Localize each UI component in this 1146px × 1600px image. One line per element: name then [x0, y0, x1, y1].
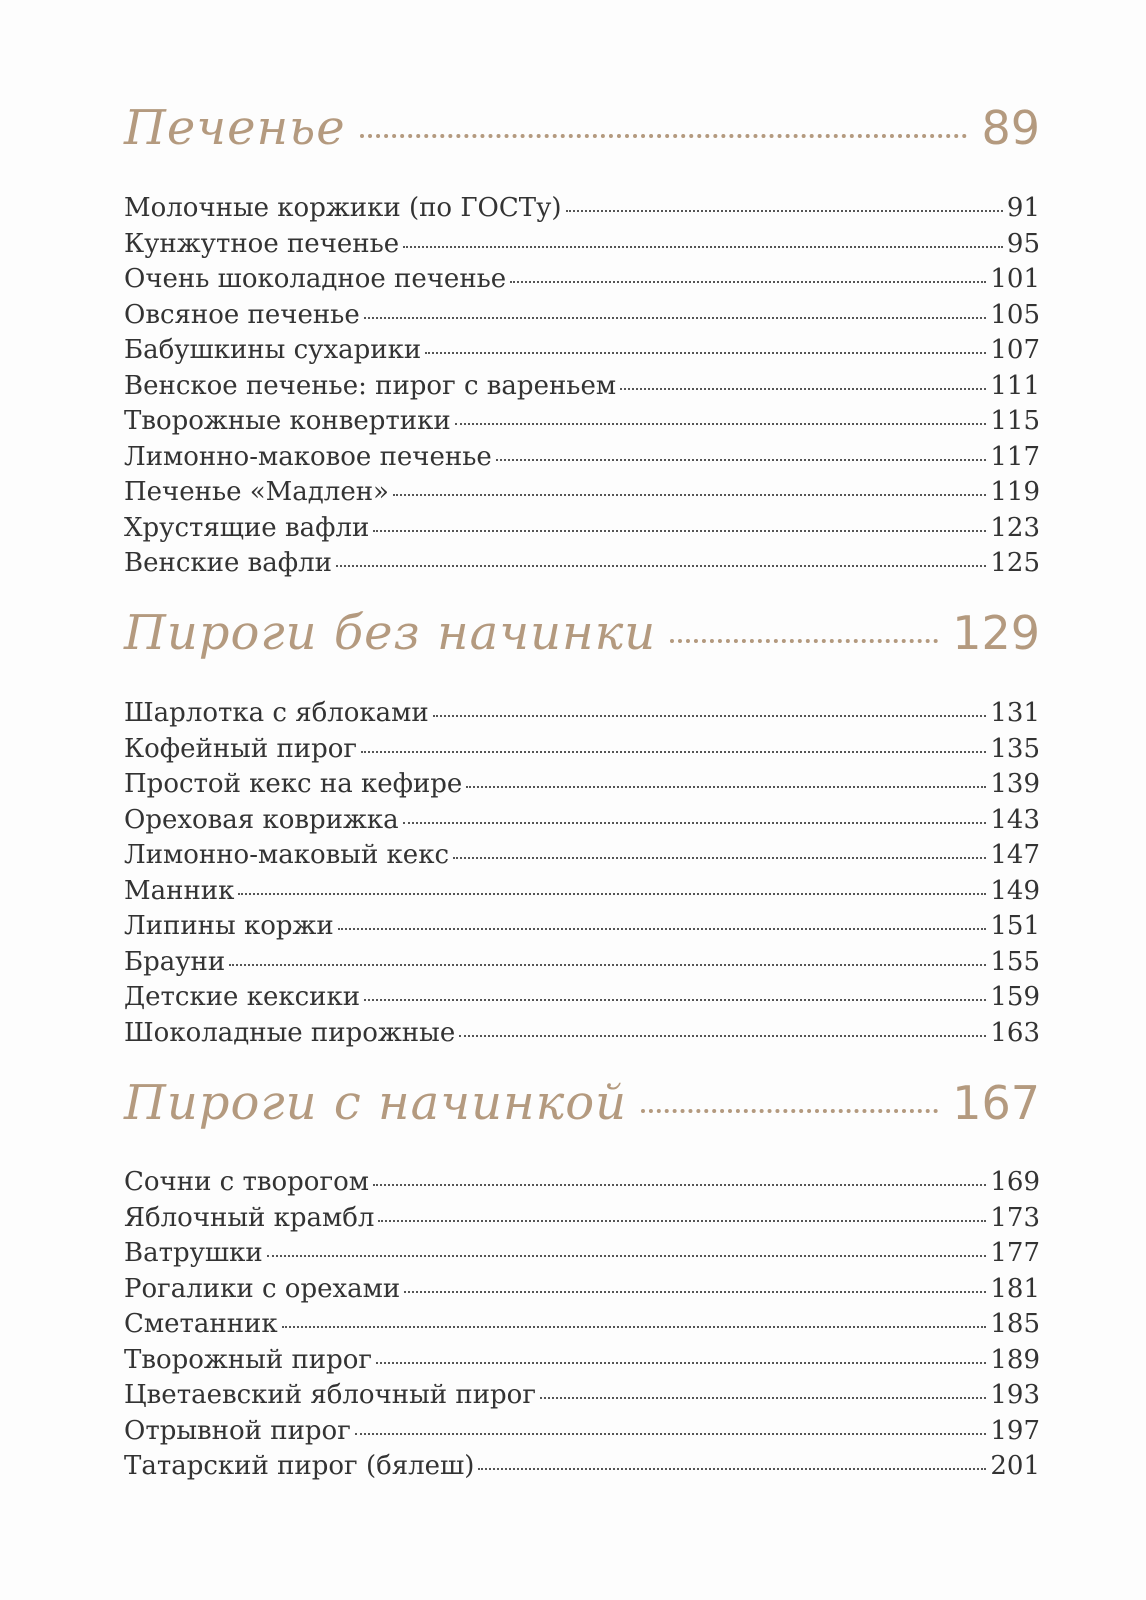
- dot-leader: [361, 751, 986, 753]
- entry-title: Печенье «Мадлен»: [124, 477, 389, 507]
- entry-title: Цветаевский яблочный пирог: [124, 1380, 536, 1410]
- dot-leader: [403, 822, 987, 824]
- entry-title: Яблочный крамбл: [124, 1202, 375, 1233]
- dot-leader: [229, 964, 986, 966]
- dot-leader: [403, 246, 1003, 248]
- entry-title: Творожный пирог: [124, 1344, 373, 1375]
- toc-entry: [124, 371, 1040, 407]
- dot-leader: [540, 1397, 986, 1399]
- section-title: Пироги без начинки: [124, 605, 657, 661]
- toc-entry: [124, 1238, 1040, 1274]
- entry-title: Шарлотка с яблоками: [124, 698, 429, 728]
- toc-entry: [124, 193, 1040, 229]
- entry-page-number: 189: [990, 1344, 1040, 1375]
- entry-title: Рогалики с орехами: [124, 1273, 401, 1304]
- toc-entry: [124, 1274, 1040, 1310]
- entry-page-number: 131: [990, 698, 1040, 728]
- dot-leader: [355, 1433, 987, 1435]
- entry-title: Молочные коржики (по ГОСТу): [124, 193, 562, 223]
- entry-page-number: 163: [990, 1017, 1040, 1048]
- entry-title: Отрывной пирог: [124, 1415, 351, 1446]
- toc-entry: [124, 769, 1040, 805]
- section-page-number: 167: [952, 1076, 1040, 1130]
- entry-page-number: 91: [1006, 193, 1040, 223]
- toc-entry: [124, 876, 1040, 912]
- dot-leader: [510, 281, 986, 283]
- toc-entry: [124, 1451, 1040, 1487]
- toc-entry: [124, 805, 1040, 841]
- toc-entry: [124, 840, 1040, 876]
- toc-entry: [124, 734, 1040, 770]
- entry-page-number: 149: [990, 875, 1040, 906]
- section-page-number: 129: [952, 606, 1040, 660]
- dot-leader: [393, 494, 986, 496]
- entry-title: Хрустящие вафли: [124, 512, 370, 543]
- entry-page-number: 185: [990, 1309, 1040, 1339]
- toc-entry: [124, 1167, 1040, 1203]
- dot-leader: [267, 1255, 987, 1257]
- section-title: Пироги с начинкой: [124, 1075, 628, 1131]
- dot-leader: [364, 999, 986, 1001]
- entry-page-number: 139: [990, 769, 1040, 799]
- entry-title: Бабушкины сухарики: [124, 335, 422, 365]
- dot-leader: [466, 786, 986, 788]
- entry-title: Манник: [124, 875, 235, 906]
- dot-leader: [478, 1468, 986, 1470]
- dot-leader: [433, 715, 987, 717]
- entry-page-number: 177: [990, 1238, 1040, 1268]
- dot-leader: [620, 388, 986, 390]
- toc-entry: [124, 477, 1040, 513]
- section-heading-pirogi-bez-nachinki: [124, 605, 1040, 675]
- entry-page-number: 143: [990, 804, 1040, 835]
- entry-page-number: 181: [990, 1273, 1040, 1304]
- dot-leader: [566, 210, 1003, 212]
- section-entries-list: [124, 698, 1040, 1053]
- dot-leader: [455, 423, 987, 425]
- section-page-number: 89: [981, 101, 1040, 155]
- dot-leader: [670, 639, 938, 643]
- toc-entry: [124, 698, 1040, 734]
- entry-page-number: 111: [990, 370, 1040, 401]
- entry-page-number: 147: [990, 840, 1040, 870]
- dot-leader: [373, 1184, 986, 1186]
- entry-page-number: 193: [990, 1380, 1040, 1410]
- entry-page-number: 169: [990, 1167, 1040, 1197]
- toc-entry: [124, 300, 1040, 336]
- entry-title: Кофейный пирог: [124, 733, 358, 764]
- toc-entry: [124, 1380, 1040, 1416]
- dot-leader: [336, 565, 986, 567]
- entry-page-number: 119: [990, 477, 1040, 507]
- dot-leader: [496, 459, 987, 461]
- entry-title: Липины коржи: [124, 911, 334, 941]
- entry-page-number: 155: [990, 946, 1040, 977]
- dot-leader: [364, 317, 987, 319]
- toc-entry: [124, 513, 1040, 549]
- section-entries-list: [124, 1167, 1040, 1487]
- section-title: Печенье: [124, 100, 346, 156]
- dot-leader: [373, 530, 986, 532]
- toc-entry: [124, 229, 1040, 265]
- toc-entry: [124, 911, 1040, 947]
- toc-entry: [124, 1416, 1040, 1452]
- dot-leader: [378, 1220, 986, 1222]
- section-heading-pirogi-s-nachinkoy: [124, 1075, 1040, 1145]
- entry-page-number: 115: [990, 406, 1040, 436]
- entry-page-number: 159: [990, 982, 1040, 1012]
- entry-title: Овсяное печенье: [124, 299, 360, 330]
- entry-title: Сочни с творогом: [124, 1167, 369, 1197]
- entry-title: Творожные конвертики: [124, 406, 451, 436]
- toc-entry: [124, 1203, 1040, 1239]
- toc-entry: [124, 1309, 1040, 1345]
- toc-entry: [124, 1018, 1040, 1054]
- entry-title: Венское печенье: пирог с вареньем: [124, 370, 617, 401]
- dot-leader: [360, 134, 968, 138]
- entry-page-number: 173: [990, 1202, 1040, 1233]
- dot-leader: [238, 893, 986, 895]
- dot-leader: [338, 928, 987, 930]
- entry-title: Брауни: [124, 946, 226, 977]
- entry-page-number: 201: [990, 1451, 1040, 1481]
- toc-entry: [124, 1345, 1040, 1381]
- dot-leader: [641, 1109, 938, 1113]
- section-entries-list: [124, 193, 1040, 584]
- entry-page-number: 135: [990, 733, 1040, 764]
- entry-page-number: 123: [990, 512, 1040, 543]
- entry-title: Лимонно-маковый кекс: [124, 840, 449, 870]
- entry-title: Татарский пирог (бялеш): [124, 1451, 475, 1481]
- entry-title: Детские кексики: [124, 982, 361, 1012]
- entry-page-number: 117: [990, 441, 1040, 472]
- entry-page-number: 197: [990, 1415, 1040, 1446]
- toc-entry: [124, 442, 1040, 478]
- toc-entry: [124, 982, 1040, 1018]
- dot-leader: [376, 1362, 986, 1364]
- entry-page-number: 95: [1006, 228, 1040, 259]
- section-heading-pechenye: [124, 100, 1040, 170]
- dot-leader: [404, 1291, 986, 1293]
- entry-title: Шоколадные пирожные: [124, 1017, 456, 1048]
- toc-entry: [124, 548, 1040, 584]
- entry-title: Кунжутное печенье: [124, 228, 400, 259]
- entry-title: Сметанник: [124, 1309, 278, 1339]
- toc-entry: [124, 335, 1040, 371]
- entry-page-number: 105: [990, 299, 1040, 330]
- entry-title: Простой кекс на кефире: [124, 769, 463, 799]
- entry-title: Венские вафли: [124, 548, 332, 578]
- entry-title: Очень шоколадное печенье: [124, 264, 507, 294]
- dot-leader: [282, 1326, 987, 1328]
- entry-page-number: 151: [990, 911, 1040, 941]
- entry-title: Ореховая коврижка: [124, 804, 399, 835]
- toc-entry: [124, 947, 1040, 983]
- entry-title: Ватрушки: [124, 1238, 263, 1268]
- entry-page-number: 125: [990, 548, 1040, 578]
- entry-page-number: 107: [990, 335, 1040, 365]
- dot-leader: [459, 1035, 986, 1037]
- toc-entry: [124, 264, 1040, 300]
- entry-title: Лимонно-маковое печенье: [124, 441, 492, 472]
- entry-page-number: 101: [990, 264, 1040, 294]
- dot-leader: [425, 352, 986, 354]
- toc-entry: [124, 406, 1040, 442]
- dot-leader: [453, 857, 986, 859]
